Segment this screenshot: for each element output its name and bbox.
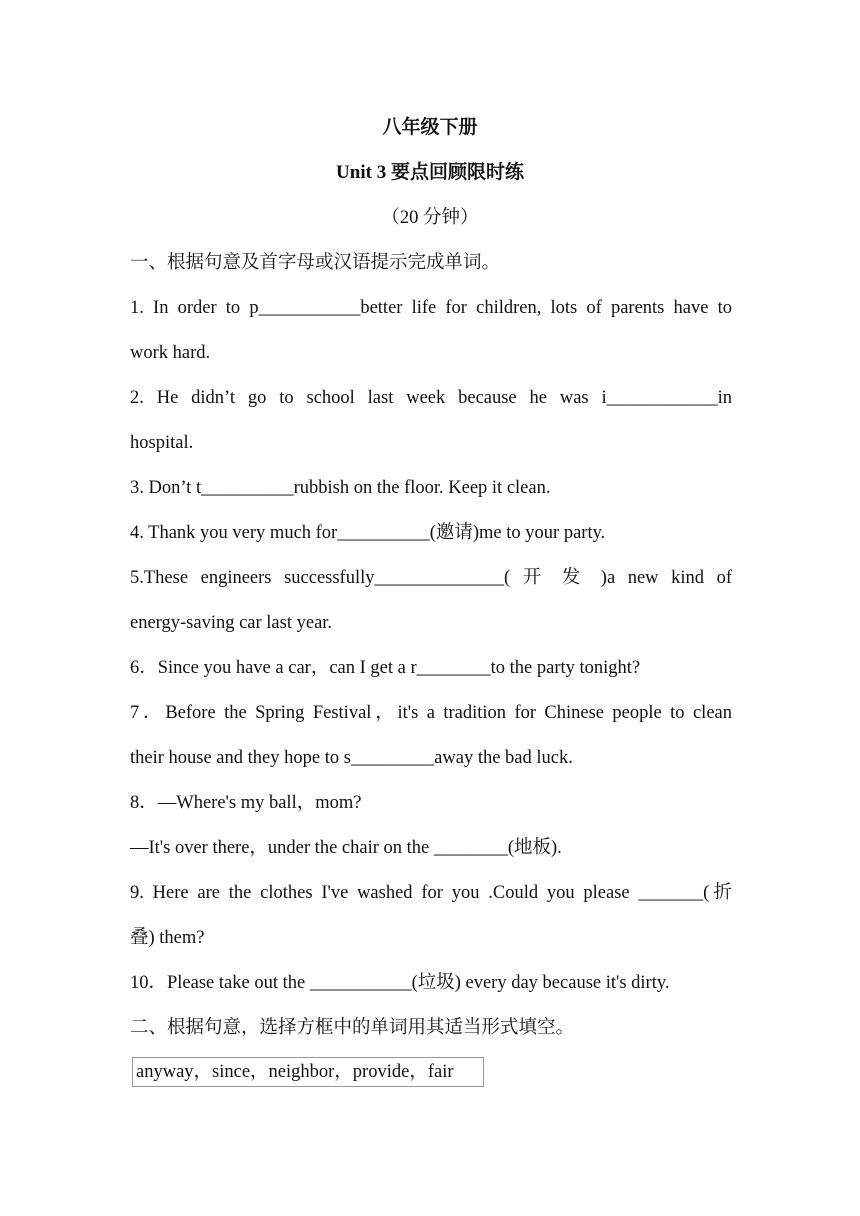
question-4: 4. Thank you very much for__________(邀请)me to your party. xyxy=(130,523,606,543)
question-10: 10．Please take out the ___________(垃圾) every day because it's dirty. xyxy=(130,973,670,993)
word-box: anyway，since，neighbor，provide，fair xyxy=(132,1057,484,1087)
question-6: 6．Since you have a car，can I get a r________to the party tonight? xyxy=(130,658,641,678)
question-1-line-1: 1. In order to p___________better life for children, lots of parents have to xyxy=(130,298,732,318)
question-9-line-2: 叠) them? xyxy=(130,928,205,948)
question-2-line-1: 2. He didn’t go to school last week because he was i____________in xyxy=(130,388,732,408)
time-limit: （20 分钟） xyxy=(381,208,479,228)
question-7-line-1: 7．Before the Spring Festival，it's a tradition for Chinese people to clean xyxy=(130,703,732,723)
grade-title: 八年级下册 xyxy=(382,117,478,138)
section2-heading: 二、根据句意，选择方框中的单词用其适当形式填空。 xyxy=(130,1018,575,1038)
question-7-line-2: their house and they hope to s_________away the bad luck. xyxy=(130,748,573,768)
section1-heading: 一、根据句意及首字母或汉语提示完成单词。 xyxy=(130,253,501,273)
question-5-line-2: energy-saving car last year. xyxy=(130,613,333,633)
question-3: 3. Don’t t__________rubbish on the floor. Keep it clean. xyxy=(130,478,551,498)
question-9-line-1: 9. Here are the clothes I've washed for you .Could you please _______(折 xyxy=(130,883,732,903)
question-8-line-2: —It's over there，under the chair on the ________(地板). xyxy=(130,838,562,858)
question-5-line-1: 5.These engineers successfully______________( 开 发 )a new kind of xyxy=(130,568,732,588)
question-2-line-2: hospital. xyxy=(130,433,194,453)
question-8-line-1: 8．—Where's my ball，mom? xyxy=(130,793,362,813)
question-1-line-2: work hard. xyxy=(130,343,211,363)
unit-title: Unit 3 要点回顾限时练 xyxy=(336,162,524,183)
